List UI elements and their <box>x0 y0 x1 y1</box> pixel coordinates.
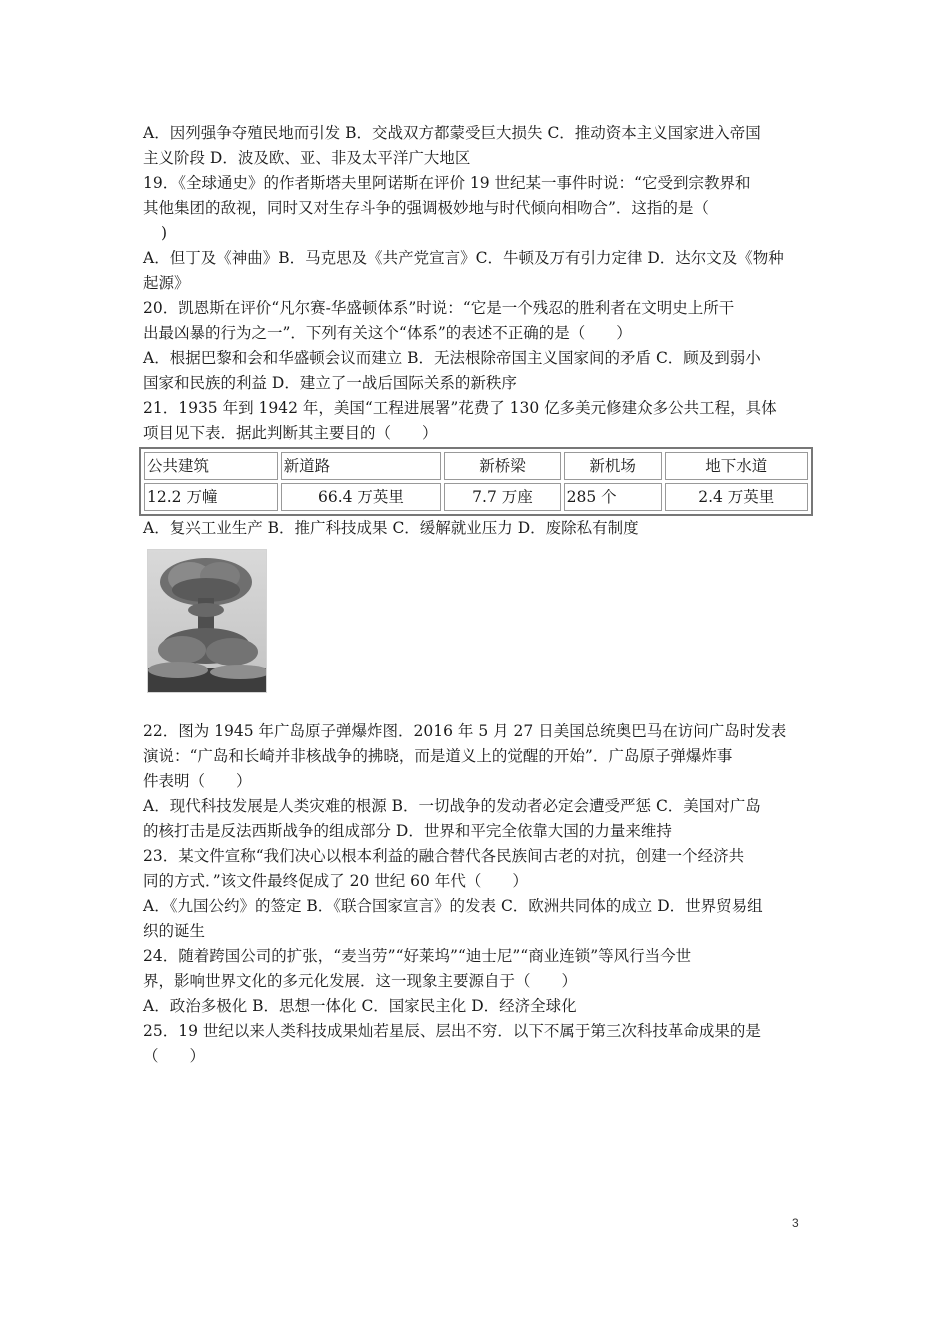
q21-options-line: A．复兴工业生产 B．推广科技成果 C．缓解就业压力 D．废除私有制度 <box>143 519 639 537</box>
q25-stem-line-2: （ ） <box>143 1047 206 1065</box>
q21-stem-line-1: 21．1935 年到 1942 年，美国“工程进展署”花费了 130 亿多美元修建众多公共工程，具体 <box>143 399 777 417</box>
q20-options-line-2: 国家和民族的利益 D．建立了一战后国际关系的新秩序 <box>143 374 517 392</box>
table-cell: 12.2 万幢 <box>144 483 278 511</box>
q22-options-line-1: A．现代科技发展是人类灾难的根源 B．一切战争的发动者必定会遭受严惩 C．美国对广岛 <box>143 797 761 815</box>
q23-options-line-2: 织的诞生 <box>143 922 206 940</box>
table-header-cell: 地下水道 <box>665 452 808 480</box>
q22-stem-line-2: 演说：“广岛和长崎并非核战争的拂晓，而是道义上的觉醒的开始”．广岛原子弹爆炸事 <box>143 747 733 765</box>
q19-options-line-1: A．但丁及《神曲》B．马克思及《共产党宣言》C．牛顿及万有引力定律 D．达尔文及《物种 <box>143 249 784 267</box>
q19-stem-line-2: 其他集团的敌视，同时又对生存斗争的强调极妙地与时代倾向相吻合”．这指的是（ <box>143 199 709 217</box>
table-cell: 2.4 万英里 <box>665 483 808 511</box>
q19-stem-line-1: 19．《全球通史》的作者斯塔夫里阿诺斯在评价 19 世纪某一事件时说：“它受到宗教界和 <box>143 174 751 192</box>
q23-options-line-1: A．《九国公约》的签定 B．《联合国家宣言》的发表 C．欧洲共同体的成立 D．世界贸易组 <box>143 897 763 915</box>
q24-stem-line-1: 24．随着跨国公司的扩张，“麦当劳”“好莱坞”“迪士尼”“商业连锁”等风行当今世 <box>143 947 692 965</box>
q19-options-line-2: 起源》 <box>143 274 190 292</box>
q24-stem-line-2: 界，影响世界文化的多元化发展．这一现象主要源自于（ ） <box>143 972 578 990</box>
table-cell: 66.4 万英里 <box>281 483 442 511</box>
q22-stem-line-3: 件表明（ ） <box>143 772 252 790</box>
q22-stem-line-1: 22．图为 1945 年广岛原子弹爆炸图．2016 年 5 月 27 日美国总统奥巴马在访问广岛时发表 <box>143 722 787 740</box>
table-cell: 7.7 万座 <box>444 483 560 511</box>
q23-stem-line-1: 23．某文件宣称“我们决心以根本利益的融合替代各民族间古老的对抗，创建一个经济共 <box>143 847 745 865</box>
q18-options-line-1: A．因列强争夺殖民地而引发 B．交战双方都蒙受巨大损失 C．推动资本主义国家进入帝国 <box>143 124 761 142</box>
page-number: 3 <box>792 1216 799 1230</box>
spacer <box>143 693 811 719</box>
table-header-cell: 新桥梁 <box>444 452 560 480</box>
mushroom-cloud-photo <box>147 549 267 693</box>
q25-stem-line-1: 25．19 世纪以来人类科技成果灿若星辰、层出不穷．以下不属于第三次科技革命成果的是 <box>143 1022 761 1040</box>
q20-stem-line-2: 出最凶暴的行为之一”．下列有关这个“体系”的表述不正确的是（ ） <box>143 324 632 342</box>
q22-options-line-2: 的核打击是反法西斯战争的组成部分 D．世界和平完全依靠大国的力量来维持 <box>143 822 672 840</box>
q24-options-line: A．政治多极化 B．思想一体化 C．国家民主化 D．经济全球化 <box>143 997 577 1015</box>
mushroom-cloud-icon <box>148 550 266 692</box>
page-content <box>143 121 811 1069</box>
table-header-cell: 新道路 <box>281 452 442 480</box>
q23-stem-line-2: 同的方式．”该文件最终促成了 20 世纪 60 年代（ ） <box>143 872 528 890</box>
q20-stem-line-1: 20．凯恩斯在评价“凡尔赛-华盛顿体系”时说：“它是一个残忍的胜利者在文明史上所干 <box>143 299 735 317</box>
q20-options-line-1: A．根据巴黎和会和华盛顿会议而建立 B．无法根除帝国主义国家间的矛盾 C．顾及到弱小 <box>143 349 761 367</box>
q19-stem-line-3: ) <box>161 224 168 242</box>
table-row-values <box>144 483 808 511</box>
table-row-header <box>144 452 808 480</box>
public-works-table <box>139 447 813 516</box>
table-header-cell: 新机场 <box>564 452 662 480</box>
q18-options-line-2: 主义阶段 D．波及欧、亚、非及太平洋广大地区 <box>143 149 471 167</box>
table-cell: 285 个 <box>564 483 662 511</box>
q21-stem-line-2: 项目见下表．据此判断其主要目的（ ） <box>143 424 438 442</box>
table-header-cell: 公共建筑 <box>144 452 278 480</box>
